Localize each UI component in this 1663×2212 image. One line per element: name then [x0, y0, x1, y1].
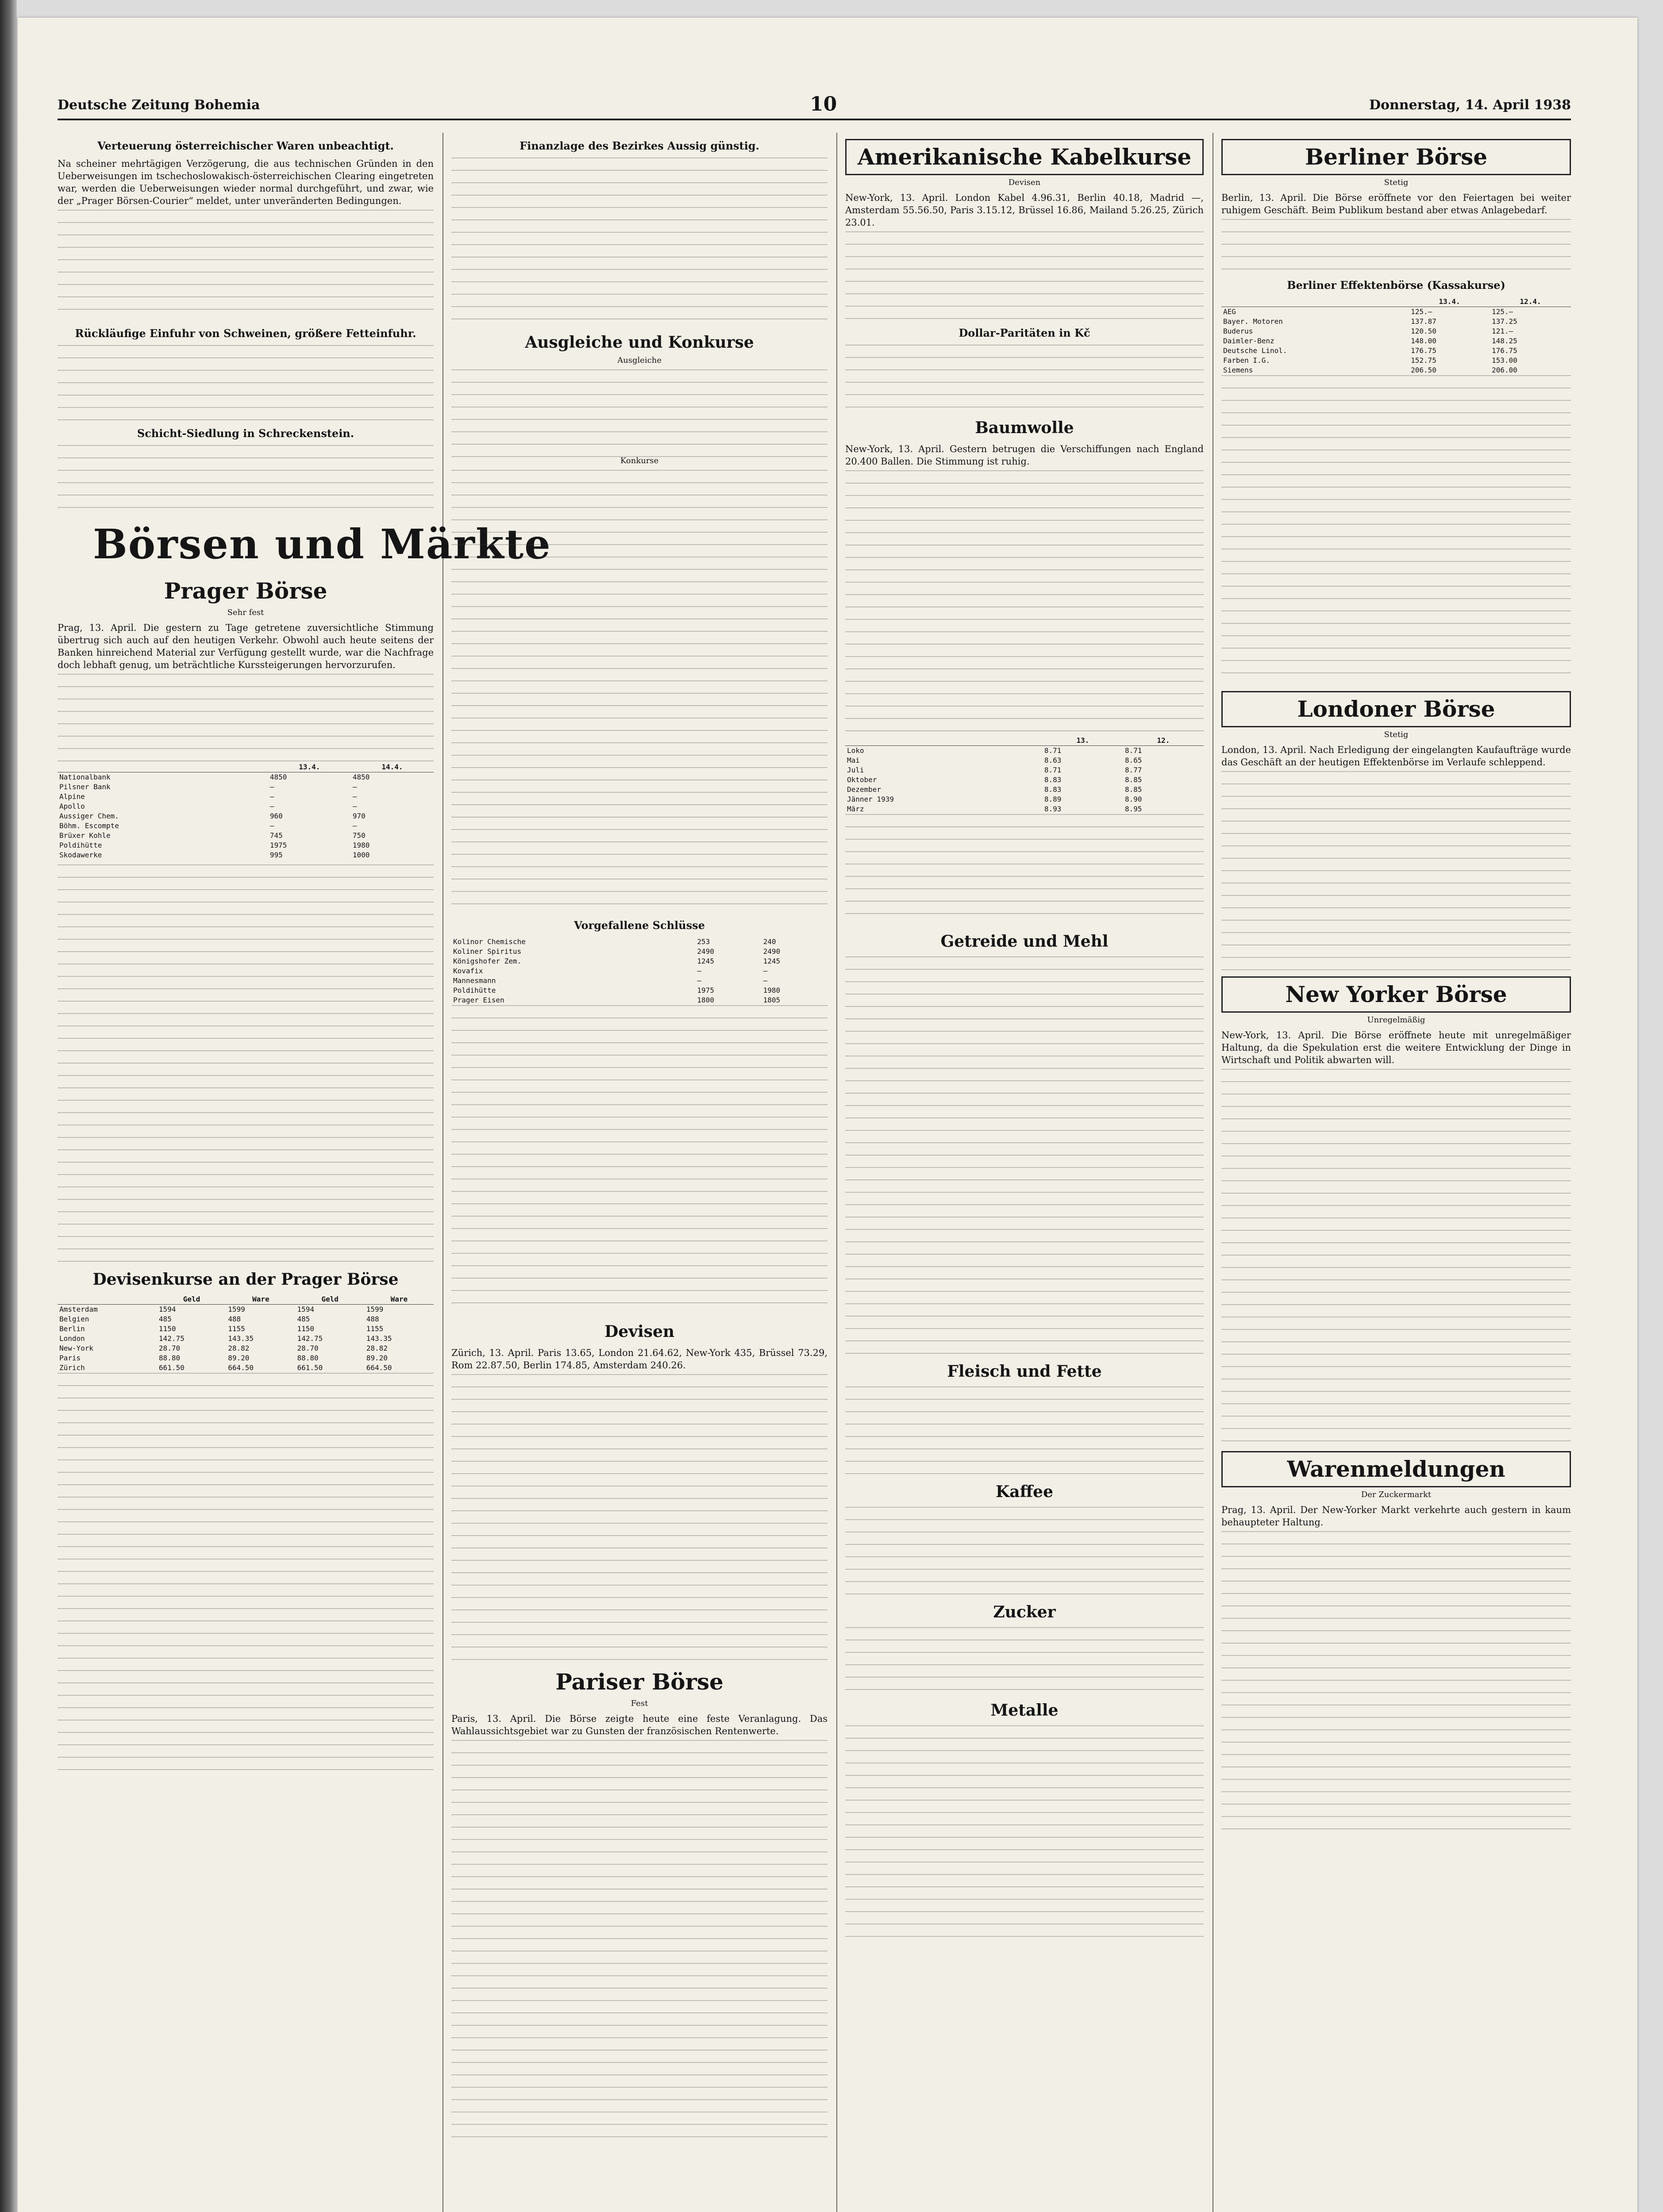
cell: 240	[763, 937, 776, 946]
newyork-title: New Yorker Börse	[1221, 976, 1571, 1013]
cell: 2490	[763, 947, 781, 956]
cell: 28.82	[228, 1344, 250, 1352]
cell: 143.35	[366, 1334, 392, 1343]
column-2	[451, 133, 828, 2212]
cell: —	[352, 783, 357, 791]
kabelkurse-title: Amerikanische Kabelkurse	[845, 139, 1204, 175]
col-header: 12.	[1123, 736, 1204, 746]
stock-table	[58, 762, 434, 860]
devisen-text: Zürich, 13. April. Paris 13.65, London 21.64.62, New-York 435, Brüssel 73.29, Rom 22.87.50, Berlin 174.85, Amsterdam 240.26.	[451, 1348, 828, 1371]
cell: Skodawerke	[59, 851, 102, 859]
cell: London	[59, 1334, 85, 1343]
article-title: Verteuerung österreichischer Waren unbeachtigt.	[97, 139, 394, 152]
table-row	[451, 966, 828, 976]
article-text-block	[58, 445, 434, 511]
berlin-text: Berlin, 13. April. Die Börse eröffnete vor den Feiertagen bei weiter ruhigem Geschäft. Beim Publikum bestand aber etwas Anlagebedarf.	[1221, 192, 1571, 215]
baumwolle-text: New-York, 13. April. Gestern betrugen die Verschiffungen nach England 20.400 Ballen. Die Stimmung ist ruhig.	[845, 444, 1204, 467]
cell: 8.71	[1044, 746, 1062, 755]
article-text-block	[451, 1374, 828, 1662]
cell: Amsterdam	[59, 1305, 98, 1313]
table-row	[58, 1334, 434, 1344]
article-text-block	[1221, 1531, 1571, 1841]
table-row	[58, 1344, 434, 1353]
col-header: 13.4.	[268, 762, 351, 772]
cell: —	[269, 783, 274, 791]
article-text-block	[845, 1627, 1204, 1694]
cell: 485	[297, 1315, 310, 1323]
cell: —	[269, 822, 274, 830]
table-continuation	[58, 1373, 434, 1771]
cell: 1150	[297, 1325, 314, 1333]
cell: Berlin	[59, 1325, 85, 1333]
col-header	[58, 1294, 157, 1305]
article-text: Na scheiner mehrtägigen Verzögerung, die aus technischen Gründen in den Ueberweisungen im tschechoslowakisch-österreichischen Clearing eingetreten war, werden die Ueberweisungen wieder normal durchgeführt, und zwar, wie der „Prager Börsen-Courier“ meldet, unter unveränderten Bedingungen.	[58, 158, 434, 206]
table-row	[451, 947, 828, 956]
cell: 137.87	[1411, 317, 1436, 326]
col-header: 13.	[1043, 736, 1123, 746]
cell: Loko	[847, 746, 864, 755]
cell: Buderus	[1223, 327, 1253, 335]
table-row	[845, 804, 1204, 814]
cell: 664.50	[366, 1363, 392, 1372]
cell: —	[269, 792, 274, 801]
prag-subtitle: Sehr fest	[227, 608, 264, 617]
cell: 89.20	[228, 1354, 250, 1362]
cell: —	[352, 792, 357, 801]
cell: Pilsner Bank	[59, 783, 111, 791]
table-row	[451, 976, 828, 986]
cell: 960	[269, 812, 283, 820]
cell: März	[847, 805, 864, 813]
cell: 142.75	[297, 1334, 323, 1343]
cell: —	[697, 976, 701, 985]
col-header: Geld	[157, 1294, 226, 1305]
article-text-block	[845, 345, 1204, 411]
cell: 148.00	[1411, 337, 1436, 345]
col-header: Ware	[226, 1294, 295, 1305]
prag-title: Prager Börse	[164, 578, 327, 604]
devisen-table	[58, 1294, 434, 1373]
table-row	[1221, 356, 1571, 365]
article-text-block	[1221, 219, 1571, 272]
cell: 8.89	[1044, 795, 1062, 803]
cell: Dezember	[847, 785, 882, 794]
cell: Zürich	[59, 1363, 85, 1372]
article-text-block	[845, 956, 1204, 1355]
article-text-block	[1221, 771, 1571, 970]
cell: Paris	[59, 1354, 81, 1362]
cell: 1599	[366, 1305, 384, 1313]
cell: 143.35	[228, 1334, 254, 1343]
cell: Bayer. Motoren	[1223, 317, 1283, 326]
cell: 8.83	[1044, 776, 1062, 784]
article-title: Schicht-Siedlung in Schreckenstein.	[137, 427, 354, 440]
column-3	[845, 133, 1204, 2212]
cell: 125.—	[1492, 307, 1513, 316]
cell: 1975	[697, 986, 714, 995]
cotton-table	[845, 736, 1204, 814]
zucker-subtitle: Der Zuckermarkt	[1361, 1490, 1432, 1499]
dollar-title: Dollar-Paritäten in Kč	[959, 326, 1090, 339]
london-text: London, 13. April. Nach Erledigung der eingelangten Kaufaufträge wurde das Geschäft an der heutigen Effektenbörse im Verlaufe schleppend.	[1221, 745, 1571, 768]
table-continuation	[58, 864, 434, 1263]
cell: Poldihütte	[59, 841, 102, 849]
cell: —	[352, 822, 357, 830]
table-row	[58, 772, 434, 783]
section-subtitle: Ausgleiche	[617, 356, 662, 365]
table-row	[1221, 346, 1571, 356]
section-subtitle: Konkurse	[620, 456, 659, 465]
cell: Kolinor Chemische	[453, 937, 526, 946]
page-number: 10	[810, 93, 837, 115]
metalle-title: Metalle	[990, 1701, 1059, 1720]
cell: 2490	[697, 947, 714, 956]
cell: 485	[158, 1315, 172, 1323]
article-text-block	[58, 345, 434, 420]
table-row	[451, 956, 828, 966]
article-text-block	[845, 1725, 1204, 1947]
cell: 1155	[228, 1325, 245, 1333]
table-row	[451, 995, 828, 1005]
cell: 8.95	[1124, 805, 1142, 813]
cell: Mai	[847, 756, 860, 764]
article-title: Rückläufige Einfuhr von Schweinen, größere Fetteinfuhr.	[75, 327, 416, 340]
berlin-title: Berliner Börse	[1221, 139, 1571, 175]
cell: Belgien	[59, 1315, 89, 1323]
table-row	[845, 785, 1204, 795]
zucker-title: Zucker	[993, 1603, 1056, 1621]
baumwolle-title: Baumwolle	[975, 419, 1074, 437]
issue-date: Donnerstag, 14. April 1938	[1369, 97, 1571, 113]
cell: 1150	[158, 1325, 176, 1333]
cell: 152.75	[1411, 356, 1436, 365]
cell: 8.77	[1124, 766, 1142, 774]
cell: 120.50	[1411, 327, 1436, 335]
col-header: 13.4.	[1409, 297, 1490, 307]
cell: 664.50	[228, 1363, 254, 1372]
cell: 176.75	[1492, 346, 1517, 355]
cell: 1599	[228, 1305, 245, 1313]
cell: —	[763, 976, 768, 985]
berlin-table	[1221, 297, 1571, 375]
table-row	[1221, 336, 1571, 346]
cell: 28.70	[158, 1344, 181, 1352]
table-row	[58, 841, 434, 850]
cell: Brüxer Kohle	[59, 831, 111, 840]
cell: 488	[228, 1315, 241, 1323]
cell: 153.00	[1492, 356, 1517, 365]
table-row	[1221, 365, 1571, 375]
cell: Juli	[847, 766, 864, 774]
kaffee-title: Kaffee	[996, 1482, 1053, 1501]
cell: 1245	[763, 957, 781, 965]
cell: 8.83	[1044, 785, 1062, 794]
table-row	[58, 811, 434, 821]
col-header	[1221, 297, 1409, 307]
cell: 1594	[297, 1305, 314, 1313]
fleisch-title: Fleisch und Fette	[947, 1362, 1102, 1381]
cell: —	[269, 802, 274, 810]
cell: 1245	[697, 957, 714, 965]
table-row	[58, 782, 434, 792]
col-header: 14.4.	[351, 762, 434, 772]
cell: 8.63	[1044, 756, 1062, 764]
table-row	[58, 850, 434, 860]
cell: 1805	[763, 996, 781, 1004]
table-row	[58, 1363, 434, 1373]
cell: 970	[352, 812, 366, 820]
col-header	[58, 762, 268, 772]
article-text-block	[845, 470, 1204, 736]
table-row	[845, 765, 1204, 775]
article-text-block	[58, 210, 434, 320]
cell: Farben I.G.	[1223, 356, 1270, 365]
table-row	[58, 802, 434, 811]
devisen-title: Devisen	[604, 1322, 675, 1341]
cell: 661.50	[297, 1363, 323, 1372]
cell: 142.75	[158, 1334, 185, 1343]
table-row	[58, 792, 434, 802]
cell: New-York	[59, 1344, 94, 1352]
table-row	[58, 1314, 434, 1324]
cell: Prager Eisen	[453, 996, 504, 1004]
article-title: Finanzlage des Bezirkes Aussig günstig.	[520, 139, 759, 152]
paris-text: Paris, 13. April. Die Börse zeigte heute eine feste Veranlagung. Das Wahlaussichtsgebiet war zu Gunsten der französischen Rentenwerte.	[451, 1713, 828, 1736]
article-text-block	[845, 231, 1204, 320]
cell: 1975	[269, 841, 287, 849]
article-text-block	[451, 470, 828, 912]
newyork-text: New-York, 13. April. Die Börse eröffnete heute mit unregelmäßiger Haltung, da die Spekulation erst die weitere Entwicklung der Dinge in Wirtschaft und Politik abwarten will.	[1221, 1030, 1571, 1065]
cell: Apollo	[59, 802, 85, 810]
cell: 176.75	[1411, 346, 1436, 355]
devisen-subtitle: Devisen	[1008, 178, 1041, 187]
table-row	[58, 1324, 434, 1334]
cell: Alpine	[59, 792, 85, 801]
cell: 8.85	[1124, 785, 1142, 794]
cell: 661.50	[158, 1363, 185, 1372]
cell: 745	[269, 831, 283, 840]
cell: 1155	[366, 1325, 384, 1333]
cell: 28.70	[297, 1344, 319, 1352]
section-title: Börsen und Märkte	[93, 520, 551, 568]
cell: 995	[269, 851, 283, 859]
article-text-block	[845, 1507, 1204, 1595]
article-text-block	[58, 674, 434, 762]
table-row	[1221, 326, 1571, 336]
cell: 206.00	[1492, 366, 1517, 374]
table-row	[1221, 307, 1571, 317]
cell: Deutsche Linol.	[1223, 346, 1287, 355]
paris-title: Pariser Börse	[555, 1669, 724, 1695]
table-row	[58, 1305, 434, 1315]
effekten-title: Berliner Effektenbörse (Kassakurse)	[1287, 279, 1505, 292]
table-title: Vorgefallene Schlüsse	[574, 919, 705, 932]
header-rule	[58, 119, 1571, 120]
table-continuation	[845, 814, 1204, 925]
cell: 8.90	[1124, 795, 1142, 803]
cell: 1000	[352, 851, 370, 859]
table-row	[58, 831, 434, 841]
cell: Nationalbank	[59, 773, 111, 781]
cell: Böhm. Escompte	[59, 822, 119, 830]
cell: 89.20	[366, 1354, 388, 1362]
cell: Oktober	[847, 776, 877, 784]
cell: Mannesmann	[453, 976, 496, 985]
article-text-block	[451, 369, 828, 458]
cell: 4850	[352, 773, 370, 781]
col-header: Geld	[295, 1294, 364, 1305]
table-row	[1221, 317, 1571, 326]
devisen-title: Devisenkurse an der Prager Börse	[92, 1270, 399, 1289]
cell: Daimler-Benz	[1223, 337, 1274, 345]
cell: —	[697, 967, 701, 975]
article-text-block	[451, 157, 828, 326]
zucker-text: Prag, 13. April. Der New-Yorker Markt verkehrte auch gestern in kaum behaupteter Haltung.	[1221, 1505, 1571, 1528]
newspaper-name: Deutsche Zeitung Bohemia	[58, 97, 260, 113]
table-continuation	[451, 1005, 828, 1315]
cell: Koliner Spiritus	[453, 947, 522, 956]
column-4	[1221, 133, 1571, 2212]
table-row	[451, 986, 828, 995]
col-header	[845, 736, 1043, 746]
cell: 8.65	[1124, 756, 1142, 764]
cell: —	[763, 967, 768, 975]
cell: 121.—	[1492, 327, 1513, 335]
cell: Königshofer Zem.	[453, 957, 522, 965]
cell: 1980	[352, 841, 370, 849]
cell: 8.93	[1044, 805, 1062, 813]
prag-text: Prag, 13. April. Die gestern zu Tage getretene zuversichtliche Stimmung übertrug sich auch auf den heutigen Verkehr. Obwohl auch heute seitens der Banken hinreichend Material zur Verfügung gestellt wurde, war die Nachfrage doch lebhaft genug, um beträchtliche Kurssteigerungen hervorzurufen.	[58, 622, 434, 670]
col-header: Ware	[365, 1294, 434, 1305]
article-text-block	[845, 1386, 1204, 1475]
table-row	[58, 1353, 434, 1363]
cell: 125.—	[1411, 307, 1432, 316]
cell: 88.80	[297, 1354, 319, 1362]
cell: 1594	[158, 1305, 176, 1313]
col-header: 12.4.	[1490, 297, 1571, 307]
scan-edge	[0, 0, 17, 2212]
berlin-subtitle: Stetig	[1384, 178, 1409, 187]
cell: 206.50	[1411, 366, 1436, 374]
getreide-title: Getreide und Mehl	[940, 932, 1109, 951]
london-title: Londoner Börse	[1221, 691, 1571, 727]
cell: 1980	[763, 986, 781, 995]
section-title: Ausgleiche und Konkurse	[525, 333, 754, 352]
cell: 28.82	[366, 1344, 388, 1352]
cell: 8.71	[1124, 746, 1142, 755]
waren-title: Warenmeldungen	[1221, 1451, 1571, 1487]
cell: 137.25	[1492, 317, 1517, 326]
cell: 8.71	[1044, 766, 1062, 774]
cell: 253	[697, 937, 710, 946]
cell: 8.85	[1124, 776, 1142, 784]
table-continuation	[1221, 375, 1571, 685]
cell: 148.25	[1492, 337, 1517, 345]
cell: Jänner 1939	[847, 795, 894, 803]
devisen-text: New-York, 13. April. London Kabel 4.96.31, Berlin 40.18, Madrid —, Amsterdam 55.56.50, Paris 3.15.12, Brüssel 16.86, Mailand 5.26.25, Zürich 23.01.	[845, 192, 1204, 228]
london-subtitle: Stetig	[1384, 730, 1409, 739]
cell: Kovafix	[453, 967, 483, 975]
stock-table	[451, 937, 828, 1005]
article-text-block	[451, 1740, 828, 2138]
cell: 4850	[269, 773, 287, 781]
paris-subtitle: Fest	[631, 1699, 648, 1708]
column-divider	[836, 133, 837, 2212]
cell: 88.80	[158, 1354, 181, 1362]
table-row	[58, 821, 434, 831]
newyork-subtitle: Unregelmäßig	[1367, 1015, 1425, 1025]
cell: Aussiger Chem.	[59, 812, 119, 820]
cell: AEG	[1223, 307, 1236, 316]
table-row	[845, 756, 1204, 765]
table-row	[845, 746, 1204, 756]
cell: 488	[366, 1315, 379, 1323]
page-header	[58, 93, 1571, 115]
table-row	[845, 795, 1204, 804]
table-row	[845, 775, 1204, 785]
table-row	[451, 937, 828, 947]
cell: 750	[352, 831, 366, 840]
article-text-block	[1221, 1069, 1571, 1445]
cell: Siemens	[1223, 366, 1253, 374]
cell: 1800	[697, 996, 714, 1004]
cell: Poldihütte	[453, 986, 496, 995]
cell: —	[352, 802, 357, 810]
